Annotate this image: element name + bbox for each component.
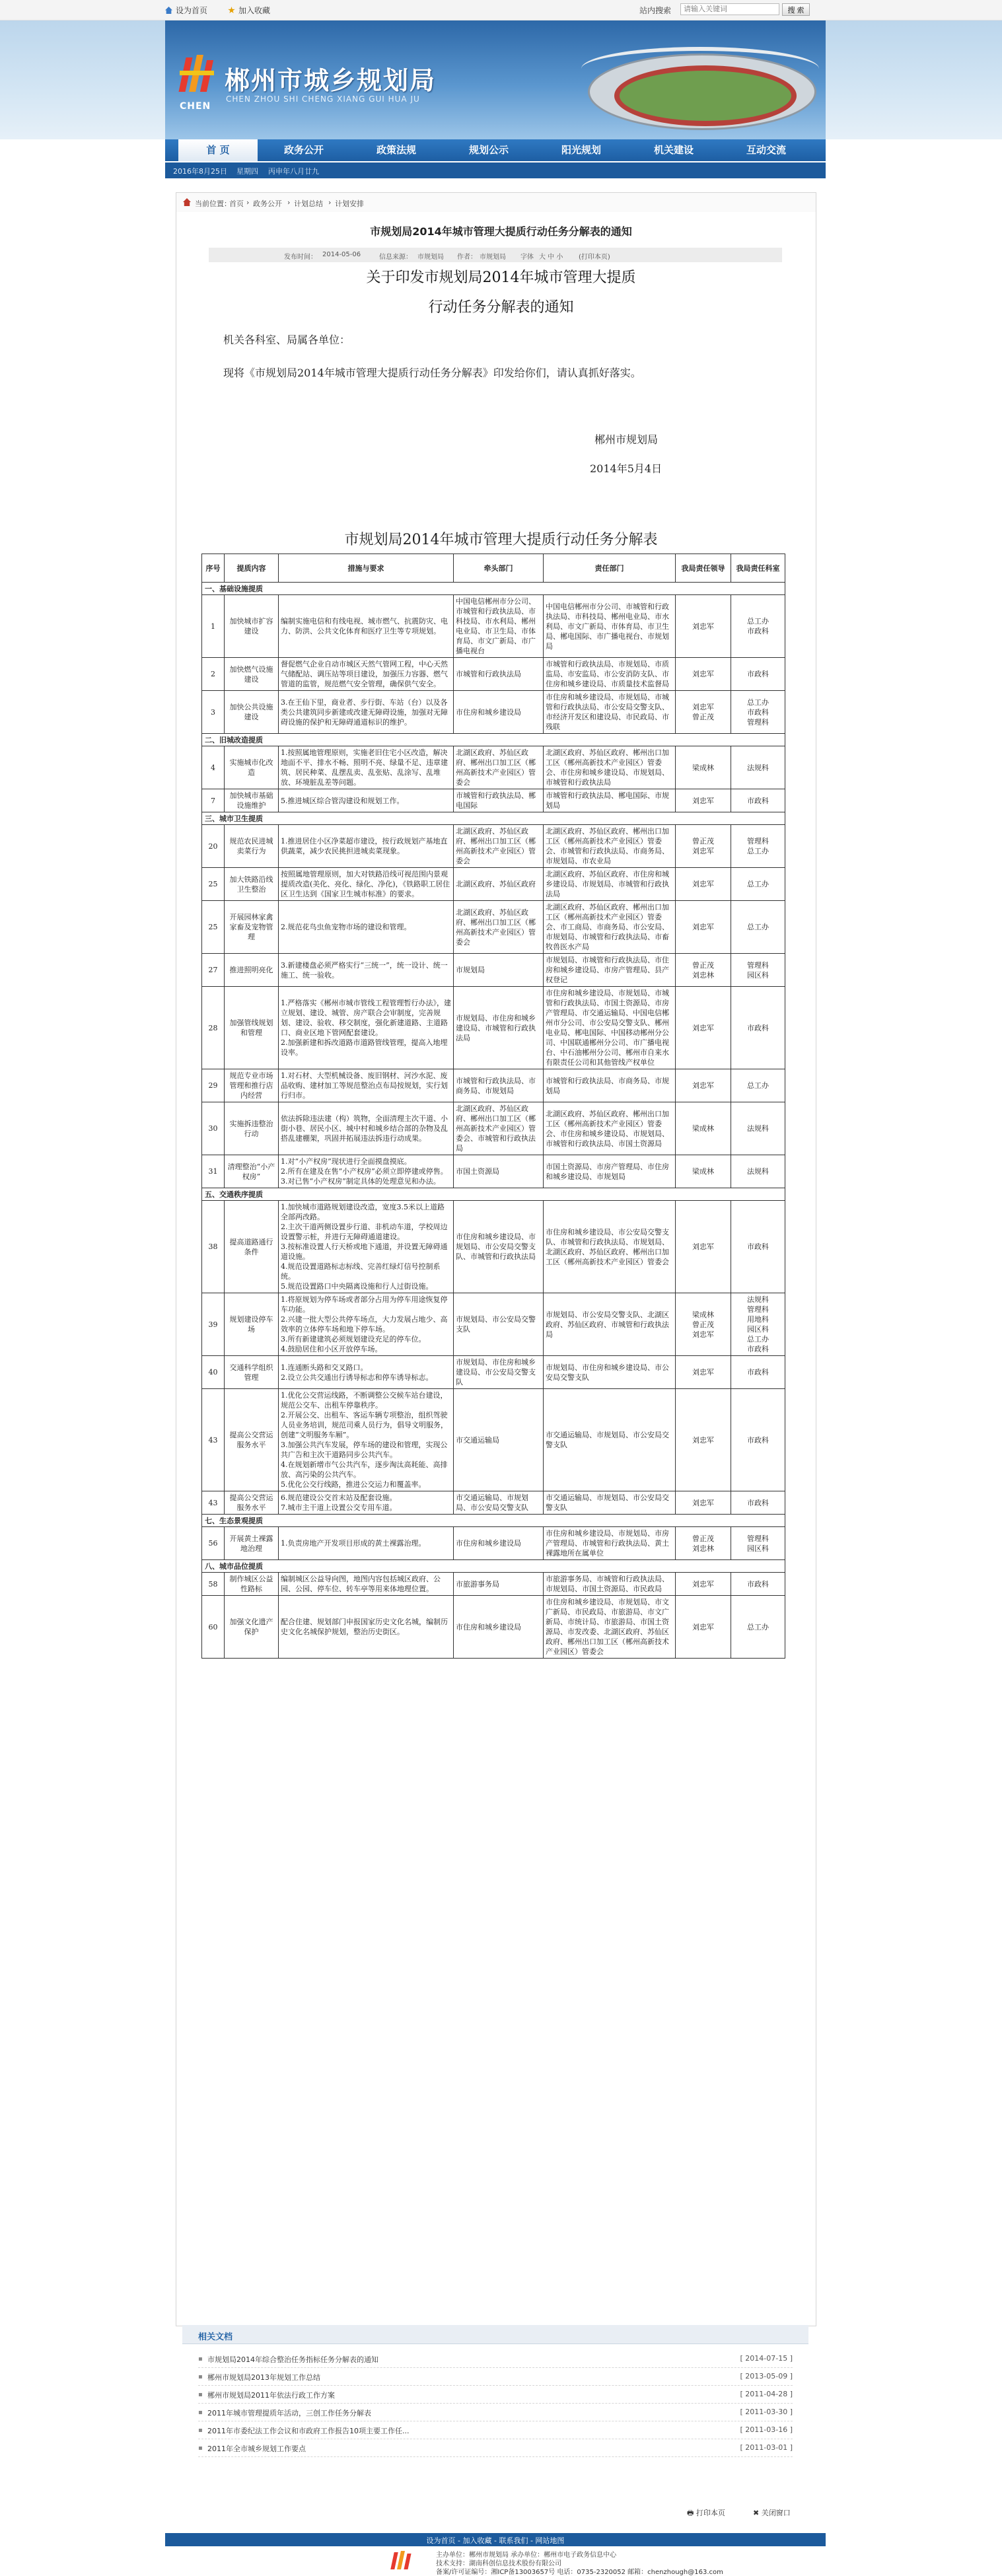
table-section-row	[202, 812, 785, 825]
print-button[interactable]: 🖶 打印本页	[687, 2509, 725, 2517]
author: 市规划局	[480, 254, 506, 261]
cell-no: 43	[202, 1491, 225, 1515]
cell-dept: 市政科	[731, 1201, 785, 1293]
current-date: 2016年8月25日	[173, 167, 227, 176]
site-title: 郴州市城乡规划局	[225, 66, 437, 95]
site-subtitle: CHEN ZHOU SHI CHENG XIANG GUI HUA JU	[226, 94, 420, 104]
cell-duty: 市规划局、市公安局交警支队、北湖区政府、苏仙区政府、市城管和行政执法局	[544, 1293, 676, 1356]
cell-item: 开展黄土裸露地治理	[225, 1527, 279, 1560]
cell-leader: 曾正茂 刘忠军	[676, 825, 731, 868]
cell-measure: 1.负责房地产开发项目形成的黄土裸露治理。	[279, 1527, 454, 1560]
cell-no: 7	[202, 789, 225, 812]
top-bar	[0, 0, 1002, 20]
cell-measure: 1.严格落实《郴州市城市管线工程管理暂行办法》，建立规划、建设、城管、房产联合会审制度，完善规划、建设、验收、移交制度，强化新建道路、主道路口、商业区地下管网配套建设。 2.加强新建和拆改道路市道路管线管理，提高入地埋设率。	[279, 987, 454, 1069]
cell-duty: 市旅游事务局、市城管和行政执法局、市规划局、市国土资源局、市民政局	[544, 1573, 676, 1596]
cell-duty: 市城管和行政执法局、郴电国际、市规划局	[544, 789, 676, 812]
table-body	[202, 583, 785, 1659]
table-row	[202, 595, 785, 658]
cell-no: 4	[202, 746, 225, 789]
cell-duty: 北湖区政府、苏仙区政府、市住房和城乡建设局、市规划局、市城管和行政执法局	[544, 868, 676, 901]
related-doc-date: [ 2011-03-16 ]	[740, 2425, 793, 2434]
section-title: 七、生态景观提质	[202, 1515, 785, 1527]
cell-measure: 6.规范建设公交首末站及配套设施。 7.城市主干道上设置公交专用车道。	[279, 1491, 454, 1515]
stadium-image	[588, 34, 812, 126]
cell-dept: 总工办	[731, 901, 785, 954]
cell-no: 20	[202, 825, 225, 868]
table-row	[202, 691, 785, 734]
cell-leader: 刘忠军	[676, 1356, 731, 1389]
cell-dept: 总工办	[731, 1069, 785, 1102]
table-row	[202, 1102, 785, 1155]
cell-measure: 1.连通断头路和交叉路口。 2.设立公共交通出行诱导标志和停车诱导标志。	[279, 1356, 454, 1389]
cell-leader: 刘忠军	[676, 595, 731, 658]
cell-dept: 市政科	[731, 789, 785, 812]
table-title: 市规划局2014年城市管理大提质行动任务分解表	[344, 532, 658, 548]
cell-dept: 法规科	[731, 1155, 785, 1188]
cell-leader: 曾正茂 刘忠林	[676, 954, 731, 987]
cell-lead: 市住房和城乡建设局	[454, 1596, 544, 1659]
breadcrumb-government-affairs[interactable]: 政务公开	[253, 199, 282, 208]
table-row	[202, 901, 785, 954]
cell-no: 39	[202, 1293, 225, 1356]
nav-sunshine-planning[interactable]: 阳光规划	[561, 144, 601, 156]
section-title: 三、城市卫生提质	[202, 812, 785, 825]
cell-duty: 北湖区政府、苏仙区政府、郴州出口加工区（郴州高新技术产业园区）管委会、市住房和城乡建设局、市规划局、市城管和行政执法局、市国土资源局	[544, 1102, 676, 1155]
cell-measure: 1.按照属地管理原则，实施老旧住宅小区改造，解决地面不平、排水不畅、照明不亮、绿量不足、违章建筑、居民种菜、乱摆乱卖、乱张贴、乱涂写、乱堆放、环境脏乱差等问题。	[279, 746, 454, 789]
cell-leader: 刘忠军	[676, 1201, 731, 1293]
table-row	[202, 1155, 785, 1188]
cell-duty: 市城管和行政执法局、市商务局、市规划局	[544, 1069, 676, 1102]
cell-item: 制作城区公益性路标	[225, 1573, 279, 1596]
breadcrumb: 当前位置： 首页 › 政务公开 › 计划总结 › 计划安排	[176, 192, 816, 213]
table-header-row	[202, 554, 785, 583]
nav-planning-notice[interactable]: 规划公示	[468, 144, 509, 156]
table-row	[202, 1573, 785, 1596]
main-nav	[165, 139, 826, 161]
article-title: 市规划局2014年城市管理大提质行动任务分解表的通知	[370, 225, 632, 238]
cell-duty: 市住房和城乡建设局、市公安局交警支队、市城管和行政执法局、市规划局、北湖区政府、苏仙区政府、郴州出口加工区（郴州高新技术产业园区）管委会	[544, 1201, 676, 1293]
cell-item: 清理整治“小产权房”	[225, 1155, 279, 1188]
cell-measure: 编制城区公益导向图，地图内容包括城区政府、公园、公园、停车位、转车亭等用来体地理位置。	[279, 1573, 454, 1596]
cell-lead: 市规划局、市住房和城乡建设局、市城管和行政执法局	[454, 987, 544, 1069]
cell-lead: 北湖区政府、苏仙区政府、郴州出口加工区（郴州高新技术产业园区）管委会、市城管和行政执法局	[454, 1102, 544, 1155]
related-doc-item[interactable]	[198, 2442, 793, 2456]
cell-dept: 总工办	[731, 868, 785, 901]
cell-lead: 市交通运输局、市规划局、市公安局交警支队	[454, 1491, 544, 1515]
cell-leader: 刘忠军	[676, 1389, 731, 1491]
date-bar	[165, 162, 826, 178]
table-row	[202, 1491, 785, 1515]
cell-measure: 1.推进居住小区净菜超市建设，按行政规划产基地直供蔬菜，减少农民挑担进城卖菜现象。	[279, 825, 454, 868]
table-row	[202, 1201, 785, 1293]
related-doc-date: [ 2014-07-15 ]	[740, 2354, 793, 2363]
cell-item: 加快燃气设施建设	[225, 658, 279, 691]
footer-icp: 备案/许可证编号：湘ICP备13003657号 电话：0735-2320052 邮箱：chenzhough@163.com	[436, 2569, 723, 2576]
cell-dept: 市政科	[731, 1356, 785, 1389]
cell-duty: 市城管和行政执法局、市规划局、市质监局、市安监局、市公安消防支队、市住房和城乡建设局、市质量技术监督局	[544, 658, 676, 691]
related-doc-title[interactable]: 2011年全市城乡规划工作要点	[207, 2445, 306, 2453]
cell-dept: 市政科	[731, 658, 785, 691]
related-doc-item[interactable]	[198, 2371, 793, 2385]
cell-leader: 刘忠军	[676, 1491, 731, 1515]
cell-leader: 刘忠军	[676, 868, 731, 901]
cell-leader: 刘忠军	[676, 658, 731, 691]
related-doc-date: [ 2011-03-30 ]	[740, 2408, 793, 2416]
home-icon	[165, 7, 172, 14]
cell-leader: 刘忠军	[676, 987, 731, 1069]
table-row	[202, 789, 785, 812]
cell-duty: 中国电信郴州市分公司、市城管和行政执法局、市科技局、郴州电业局、市水利局、市文广新局、市体育局、市卫生局、郴电国际、市广播电视台、市规划局	[544, 595, 676, 658]
cell-measure: 1.对石材、大型机械设备、废旧钢材、河沙水泥、废品收购、建材加工等规范整治点布局按规划，实行划行归市。	[279, 1069, 454, 1102]
cell-dept: 法规科	[731, 1102, 785, 1155]
cell-lead: 北湖区政府、苏仙区政府	[454, 868, 544, 901]
related-doc-date: [ 2011-03-01 ]	[740, 2443, 793, 2452]
cell-dept: 市政科	[731, 1573, 785, 1596]
table-row	[202, 868, 785, 901]
source: 市规划局	[417, 254, 444, 261]
cell-leader: 梁成林	[676, 1155, 731, 1188]
cell-measure: 5.推进城区综合管沟建设和规划工作。	[279, 789, 454, 812]
table-row	[202, 658, 785, 691]
star-icon	[228, 7, 235, 14]
cell-dept: 总工办	[731, 1596, 785, 1659]
salutation: 机关各科室、局属各单位：	[223, 334, 351, 346]
cell-duty: 市国土资源局、市房产管理局、市住房和城乡建设局、市规划局	[544, 1155, 676, 1188]
cell-item: 规范专业市场管理和推行店内经营	[225, 1069, 279, 1102]
cell-measure: 1.优化公交营运线路，不断调整公交候车站台建设，规范公交车、出租车停靠秩序。 2.开展公交、出租车、客运车辆专项整治，组织驾驶人员业务培训，规范司乘人员行为，倡导文明服务，创建“文明服务车厢”。 3.加强公共汽车发展，停车场的建设和管理，实现公共广告和主次干道路同步公共汽车。 4.在规划新增市气公共汽车，逐步淘汰高耗能、高排放、高污染的公共汽车。 5.优化公交行线路，推进公交运力和覆盖率。	[279, 1389, 454, 1491]
logo-text: CHEN	[180, 101, 211, 112]
weekday: 星期四	[236, 167, 258, 176]
set-homepage-link[interactable]: 设为首页	[165, 5, 207, 16]
location-icon	[183, 198, 191, 206]
cell-lead: 市城管和行政执法局、郴电国际	[454, 789, 544, 812]
related-doc-title[interactable]: 市规划局2014年综合整治任务指标任务分解表的通知	[207, 2355, 378, 2364]
table-section-row	[202, 583, 785, 595]
cell-lead: 市国土资源局	[454, 1155, 544, 1188]
table-row	[202, 1527, 785, 1560]
footer	[165, 2547, 826, 2575]
sign-date: 2014年5月4日	[590, 462, 662, 475]
cell-item: 加快城市基础设施维护	[225, 789, 279, 812]
cell-dept: 管理科 总工办	[731, 825, 785, 868]
table-row	[202, 746, 785, 789]
cell-no: 38	[202, 1201, 225, 1293]
related-docs-header: 相关文档	[182, 2325, 808, 2344]
bullet-icon: ▪	[198, 2445, 203, 2452]
cell-measure: 1.对“小产权房”现状进行全面摸盘摸底。 2.所有在建及在售“小产权房”必须立即停建或停售。 3.对已售“小产权房”制定具体的处理意见和办法。	[279, 1155, 454, 1188]
nav-policies[interactable]: 政策法规	[376, 144, 416, 156]
cell-no: 56	[202, 1527, 225, 1560]
cell-lead: 市住房和城乡建设局	[454, 691, 544, 734]
cell-duty: 市住房和城乡建设局、市规划局、市房产管理局、市城管和行政执法局、黄土裸露地所在属单位	[544, 1527, 676, 1560]
related-doc-item[interactable]	[198, 2406, 793, 2421]
th-no: 序号	[202, 554, 225, 583]
cell-item: 实施城市化改造	[225, 746, 279, 789]
cell-leader: 刘忠军	[676, 901, 731, 954]
footer-logo	[390, 2550, 413, 2572]
cell-no: 58	[202, 1573, 225, 1596]
th-dept: 我局责任科室	[731, 554, 785, 583]
site-banner	[165, 20, 826, 139]
cell-item: 实施拆违整治行动	[225, 1102, 279, 1155]
cell-lead: 北湖区政府、苏仙区政府、郴州出口加工区（郴州高新技术产业园区）管委会	[454, 746, 544, 789]
cell-item: 交通科学组织管理	[225, 1356, 279, 1389]
cell-duty: 北湖区政府、苏仙区政府、郴州出口加工区（郴州高新技术产业园区）管委会、市住房和城乡建设局、市规划局、市城管和行政执法局	[544, 746, 676, 789]
bullet-icon: ▪	[198, 2373, 203, 2380]
printer-icon: 🖶	[687, 2509, 696, 2517]
cell-duty: 市住房和城乡建设局、市规划局、市城管和行政执法局、市公安局交警支队、市经济开发区和建设局、市民政局、市残联	[544, 691, 676, 734]
cell-no: 2	[202, 658, 225, 691]
close-icon: ✖	[753, 2509, 762, 2517]
footer-tech-support: 技术支持：湖南科创信息技术股份有限公司	[436, 2560, 561, 2567]
cell-lead: 北湖区政府、苏仙区政府、郴州出口加工区（郴州高新技术产业园区）管委会	[454, 901, 544, 954]
cell-leader: 刘忠军	[676, 1596, 731, 1659]
cell-no: 28	[202, 987, 225, 1069]
cell-lead: 市规划局、市公安局交警支队	[454, 1293, 544, 1356]
search-button[interactable]: 搜 索	[782, 3, 810, 16]
cell-lead: 市城管和行政执法局、市商务局、市规划局	[454, 1069, 544, 1102]
cell-dept: 总工办 市政科	[731, 595, 785, 658]
cell-dept: 总工办 市政科 管理科	[731, 691, 785, 734]
table-row	[202, 987, 785, 1069]
cell-item: 加快城市扩容建设	[225, 595, 279, 658]
cell-duty: 市规划局、市城管和行政执法局、市住房和城乡建设局、市房产管理局、县产权登记	[544, 954, 676, 987]
cell-lead: 市旅游事务局	[454, 1573, 544, 1596]
cell-dept: 管理科 园区科	[731, 1527, 785, 1560]
section-title: 五、交通秩序提质	[202, 1188, 785, 1201]
breadcrumb-home[interactable]: 首页	[229, 199, 244, 208]
cell-no: 25	[202, 901, 225, 954]
footer-sponsor: 主办单位：郴州市规划局 承办单位：郴州市电子政务信息中心	[436, 2552, 617, 2559]
divider	[198, 2456, 793, 2457]
bullet-icon: ▪	[198, 2409, 203, 2416]
cell-item: 规范农民进城卖菜行为	[225, 825, 279, 868]
cell-no: 43	[202, 1389, 225, 1491]
cell-item: 提高道路通行条件	[225, 1201, 279, 1293]
table-row	[202, 1596, 785, 1659]
cell-lead: 中国电信郴州市分公司、市城管和行政执法局、市科技局、市水利局、郴州电业局、市卫生局、市体育局、市文广新局、市广播电视台	[454, 595, 544, 658]
doc-body: 现将《市规划局2014年城市管理大提质行动任务分解表》印发给你们，请认真抓好落实。	[223, 367, 641, 379]
cell-leader: 梁成林 曾正茂 刘忠军	[676, 1293, 731, 1356]
breadcrumb-plan[interactable]: 计划安排	[335, 199, 364, 208]
lunar-date: 丙申年八月廿九	[268, 167, 319, 176]
cell-item: 加强管线规划和管理	[225, 987, 279, 1069]
divider	[198, 2367, 793, 2368]
divider	[198, 2385, 793, 2386]
footer-nav: 设为首页 - 加入收藏 - 联系我们 - 网站地图	[165, 2533, 826, 2546]
divider	[198, 2403, 793, 2404]
related-doc-item[interactable]	[198, 2388, 793, 2403]
cell-measure: 3.在王仙下里，商业者、步行街、车站（台）以及各类公共建筑同步新建或改建无障碍设施，加强对无障碍设施的保护和无障碍通道标识的维护。	[279, 691, 454, 734]
table-row	[202, 1389, 785, 1491]
cell-item: 规划建设停车场	[225, 1293, 279, 1356]
cell-item: 加快公共设施建设	[225, 691, 279, 734]
cell-duty: 北湖区政府、苏仙区政府、郴州出口加工区（郴州高新技术产业园区）管委会、市城管和行政执法局、市商务局、市规划局、市农业局	[544, 825, 676, 868]
related-doc-item[interactable]	[198, 2353, 793, 2367]
task-table	[201, 554, 785, 1659]
close-window-button[interactable]: ✖ 关闭窗口	[753, 2509, 791, 2517]
cell-no: 30	[202, 1102, 225, 1155]
cell-item: 开展园林家禽家畜及宠物管理	[225, 901, 279, 954]
cell-lead: 市住房和城乡建设局、市规划局、市公安局交警支队、市城管和行政执法局	[454, 1201, 544, 1293]
cell-no: 1	[202, 595, 225, 658]
cell-dept: 法规科 管理科 用地科 园区科 总工办 市政科	[731, 1293, 785, 1356]
cell-item: 推进照明亮化	[225, 954, 279, 987]
cell-leader: 梁成林	[676, 746, 731, 789]
related-doc-title[interactable]: 郴州市规划局2013年规划工作总结	[207, 2373, 320, 2382]
section-title: 一、基础设施提质	[202, 583, 785, 595]
cell-dept: 市政科	[731, 987, 785, 1069]
related-doc-date: [ 2011-04-28 ]	[740, 2390, 793, 2398]
cell-lead: 市规划局	[454, 954, 544, 987]
cell-measure: 1.加快城市道路规划建设改造，宽度3.5米以上道路全部两改路。 2.主次干道两侧设置步行道、非机动车道，学校周边设置警示桩，并进行无障碍通道建设。 3.按标准设置人行天桥或地下通道，并设置无障碍通道设施。 4.规范设置道路标志标线、完善红绿灯信号控制系统。 5.规范设置路口中央隔离设施和行人过街设施。	[279, 1201, 454, 1293]
related-doc-title[interactable]: 2011年城市管理提质年活动，三创工作任务分解表	[207, 2409, 371, 2417]
cell-lead: 市交通运输局	[454, 1389, 544, 1491]
cell-item: 提高公交营运服务水平	[225, 1389, 279, 1491]
nav-organization[interactable]: 机关建设	[653, 144, 694, 156]
cell-leader: 刘忠军	[676, 1573, 731, 1596]
cell-item: 加强文化遗产保护	[225, 1596, 279, 1659]
cell-leader: 刘忠军 曾正茂	[676, 691, 731, 734]
cell-no: 60	[202, 1596, 225, 1659]
cell-duty: 市交通运输局、市规划局、市公安局交警支队	[544, 1491, 676, 1515]
cell-measure: 编制实施电信和有线电视、城市燃气、抗震防灾、电力、防洪、公共文化体育和医疗卫生等专项规划。	[279, 595, 454, 658]
cell-dept: 市政科	[731, 1491, 785, 1515]
cell-measure: 依法拆除违法建（构）筑物，全面清理主次干道、小街小巷、居民小区、城中村和城乡结合部的杂物及乱搭乱建棚架，巩固并拓展违法拆违行动成果。	[279, 1102, 454, 1155]
font-size-switch[interactable]: 大 中 小	[539, 254, 563, 261]
bullet-icon: ▪	[198, 2355, 203, 2363]
article-meta: 发布时间： 2014-05-06 信息来源： 市规划局 作者： 市规划局 字体 大 中 小 (打印本页)	[209, 248, 782, 262]
table-section-row	[202, 734, 785, 746]
add-favorite-link[interactable]: 加入收藏	[228, 5, 270, 16]
cell-measure: 督促燃气企业自动市城区天然气管网工程，中心天然气储配站、调压站等项目建设，加强压力容器、燃气管道的监管，规范燃气安全管理，确保供气安全。	[279, 658, 454, 691]
nav-home[interactable]: 首 页	[178, 139, 258, 161]
th-lead: 牵头部门	[454, 554, 544, 583]
cell-duty: 北湖区政府、苏仙区政府、郴州出口加工区（郴州高新技术产业园区）管委会、市工商局、市商务局、市公安局、市规划局、市城管和行政执法局、市畜牧兽医水产局	[544, 901, 676, 954]
cell-measure: 按照属地管理原则，加大对铁路沿线可视范围内景观提质改造(美化、亮化、绿化、净化)，《铁路职工居住区卫生达到《国家卫生城市标准》的要求。	[279, 868, 454, 901]
cell-no: 25	[202, 868, 225, 901]
cell-no: 40	[202, 1356, 225, 1389]
cell-no: 31	[202, 1155, 225, 1188]
bureau-logo	[178, 54, 218, 100]
th-measure: 措施与要求	[279, 554, 454, 583]
cell-lead: 市住房和城乡建设局	[454, 1527, 544, 1560]
cell-item: 加大铁路沿线卫生整治	[225, 868, 279, 901]
cell-leader: 曾正茂 刘忠林	[676, 1527, 731, 1560]
breadcrumb-label: 当前位置：	[195, 199, 231, 208]
cell-measure: 1.将原规划为停车场或者部分占用为停车用途恢复停车功能。 2.兴建一批大型公共停车场点，大力发展占地少、高效率的立体停车场和地下停车场。 3.所有新建建筑必须规划建设充足的停车位。 4.鼓励居住和小区开放停车场。	[279, 1293, 454, 1356]
cell-measure: 2.规范花鸟虫鱼宠物市场的建设和管理。	[279, 901, 454, 954]
breadcrumb-summary[interactable]: 计划总结	[294, 199, 323, 208]
publish-date: 2014-05-06	[322, 251, 361, 258]
section-title: 二、旧城改造提质	[202, 734, 785, 746]
cell-leader: 刘忠军	[676, 789, 731, 812]
nav-government-affairs[interactable]: 政务公开	[283, 144, 324, 156]
cell-no: 29	[202, 1069, 225, 1102]
related-doc-title[interactable]: 郴州市规划局2011年依法行政工作方案	[207, 2391, 335, 2400]
nav-interaction[interactable]: 互动交流	[746, 144, 786, 156]
cell-dept: 市政科	[731, 1389, 785, 1491]
related-doc-date: [ 2013-05-09 ]	[740, 2372, 793, 2380]
cell-lead: 北湖区政府、苏仙区政府、郴州出口加工区（郴州高新技术产业园区）管委会	[454, 825, 544, 868]
related-doc-title[interactable]: 2011年市委纪法工作会议和市政府工作报告10项主要工作任...	[207, 2427, 410, 2435]
cell-lead: 市规划局、市住房和城乡建设局、市公安局交警支队	[454, 1356, 544, 1389]
table-section-row	[202, 1560, 785, 1573]
section-title: 八、城市品位提质	[202, 1560, 785, 1573]
related-doc-item[interactable]	[198, 2424, 793, 2439]
bullet-icon: ▪	[198, 2427, 203, 2434]
table-row	[202, 1356, 785, 1389]
cell-leader: 梁成林	[676, 1102, 731, 1155]
cell-leader: 刘忠军	[676, 1069, 731, 1102]
table-row	[202, 1293, 785, 1356]
cell-duty: 市交通运输局、市规划局、市公安局交警支队	[544, 1389, 676, 1491]
cell-measure: 配合住建、规划部门申报国家历史文化名城，编制历史文化名城保护规划，整治历史街区。	[279, 1596, 454, 1659]
cell-duty: 市规划局、市住房和城乡建设局、市公安局交警支队	[544, 1356, 676, 1389]
cell-dept: 管理科 园区科	[731, 954, 785, 987]
table-section-row	[202, 1515, 785, 1527]
th-duty: 责任部门	[544, 554, 676, 583]
cell-dept: 法规科	[731, 746, 785, 789]
table-row	[202, 825, 785, 868]
cell-duty: 市住房和城乡建设局、市规划局、市文广新局、市民政局、市旅游局、市文广新局、市统计局、市旅游局、市国土资源局、市发改委、北湖区政府、苏仙区政府、郴州出口加工区（郴州高新技术产业园区）管委会	[544, 1596, 676, 1659]
doc-title-line1: 关于印发市规划局2014年城市管理大提质	[366, 269, 636, 286]
th-leader: 我局责任领导	[676, 554, 731, 583]
cell-no: 27	[202, 954, 225, 987]
bullet-icon: ▪	[198, 2391, 203, 2398]
cell-lead: 市城管和行政执法局	[454, 658, 544, 691]
cell-duty: 市住房和城乡建设局、市规划局、市城管和行政执法局、市国土资源局、市房产管理局、市交通运输局、中国电信郴州市分公司、市公安局交警支队、郴州电业局、郴电国际、中国移动郴州分公司、中国联通郴州分公司、市广播电视台、中石油郴州分公司、郴州市自来水有限责任公司和其他管线产权单位	[544, 987, 676, 1069]
th-item: 提质内容	[225, 554, 279, 583]
print-page-link[interactable]: (打印本页)	[579, 254, 610, 261]
table-section-row	[202, 1188, 785, 1201]
search-label: 站内搜索	[639, 6, 672, 15]
signature: 郴州市规划局	[594, 433, 659, 446]
table-row	[202, 1069, 785, 1102]
cell-measure: 3.新建楼盘必须严格实行“三统一”，统一设计、统一施工、统一验收。	[279, 954, 454, 987]
table-row	[202, 954, 785, 987]
search-input[interactable]	[680, 3, 779, 15]
cell-item: 提高公交营运服务水平	[225, 1491, 279, 1515]
doc-title-line2: 行动任务分解表的通知	[428, 299, 574, 316]
cell-no: 3	[202, 691, 225, 734]
